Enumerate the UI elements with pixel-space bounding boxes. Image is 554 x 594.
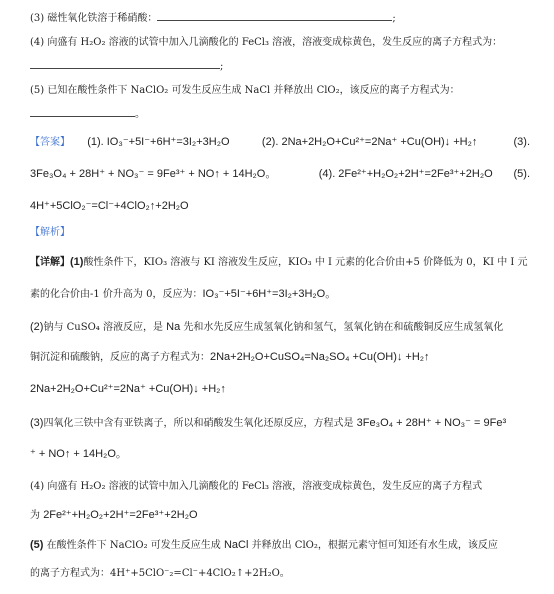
detail-1-equation: IO₃⁻+5I⁻+6H⁺=3I₂+3H₂O。 xyxy=(202,288,337,300)
answer-1: (1). IO₃⁻+5I⁻+6H⁺=3I₂+3H₂O xyxy=(87,136,230,148)
detail-paragraph-2 xyxy=(30,320,530,335)
detail-paragraph-3-cont xyxy=(30,447,530,462)
detail-paragraph-1-cont xyxy=(30,287,530,302)
question-3 xyxy=(30,10,530,26)
detail-paragraph-5-cont xyxy=(30,567,530,581)
question-4-text: (4) 向盛有 H₂O₂ 溶液的试管中加入几滴酸化的 FeCl₃ 溶液，溶液变成棕黄色，发生反应的离子方程式为： xyxy=(30,37,503,48)
detail-3-equation: 3Fe₃O₄ + 28H⁺ + NO₃⁻ = 9Fe³ xyxy=(356,417,507,429)
detail-4-equation: 2Fe²⁺+H₂O₂+2H⁺=2Fe³⁺+2H₂O xyxy=(43,509,198,521)
answer-tag: 【答案】 xyxy=(30,137,70,148)
detail-2-na: Na xyxy=(166,321,181,333)
analysis-header xyxy=(30,226,530,240)
detail-5-cont: 的离子方程式为：4H⁺+5ClO⁻₂=Cl⁻+4ClO₂↑+2H₂O。 xyxy=(30,568,290,579)
answer-blank xyxy=(30,106,135,117)
question-4-end: ; xyxy=(220,61,224,72)
detail-paragraph-3 xyxy=(30,416,530,431)
answer-blank xyxy=(157,10,392,21)
detail-1-text: 酸性条件下，KIO₃ 溶液与 KI 溶液发生反应，KIO₃ 中 I 元素的化合价由+5 价降低为 0，KI 中 I 元 xyxy=(83,257,528,268)
question-4-blank-line xyxy=(30,58,530,74)
detail-2-equation-1: 2Na+2H₂O+CuSO₄=Na₂SO₄ +Cu(OH)↓ +H₂↑ xyxy=(210,351,430,363)
detail-2-lead: (2) xyxy=(30,321,44,333)
detail-2-text-b: 先和水先反应生成氢氧化钠和氢气，氢氧化钠在和硫酸铜反应生成氢氧化 xyxy=(183,322,504,333)
answer-5-label: (5). xyxy=(513,168,530,180)
question-5-end: 。 xyxy=(135,109,145,120)
question-5-text: (5) 已知在酸性条件下 NaClO₂ 可发生反应生成 NaCl 并释放出 ClO₂，该反应的离子方程式为： xyxy=(30,85,460,96)
answer-line-2 xyxy=(30,167,530,182)
question-5-blank-line xyxy=(30,106,530,122)
detail-5-text-a: 在酸性条件下 NaClO₂ 可发生反应生成 xyxy=(46,540,221,551)
question-3-text: (3) 磁性氧化铁溶于稀硝酸： xyxy=(30,13,158,24)
detail-3-lead: (3) xyxy=(30,417,44,429)
answer-5: 4H⁺+5ClO₂⁻=Cl⁻+4ClO₂↑+2H₂O xyxy=(30,200,189,212)
answer-line-3 xyxy=(30,199,530,214)
detail-1-lead: (1) xyxy=(70,256,84,268)
detail-1-cont: 素的化合价由-1 价升高为 0，反应为： xyxy=(30,289,203,300)
detail-2-text-a: 钠与 CuSO₄ 溶液反应，是 xyxy=(43,322,163,333)
detail-5-lead: (5) xyxy=(30,539,44,551)
answer-3: 3Fe₃O₄ + 28H⁺ + NO₃⁻ = 9Fe³⁺ + NO↑ + 14H₂O。 xyxy=(30,168,277,180)
detail-5-text-b: 并释放出 ClO₂，根据元素守恒可知还有水生成，该反应 xyxy=(251,540,498,551)
detail-2-cont: 铜沉淀和硫酸钠，反应的离子方程式为： xyxy=(30,352,210,363)
answer-3-label: (3). xyxy=(513,136,530,148)
detail-5-nacl: NaCl xyxy=(223,539,249,551)
detail-tag: 【详解】 xyxy=(30,257,70,268)
detail-paragraph-4-cont xyxy=(30,508,530,523)
detail-4-cont: 为 xyxy=(30,510,40,521)
detail-paragraph-2-cont xyxy=(30,350,530,365)
question-4 xyxy=(30,36,530,50)
analysis-tag: 【解析】 xyxy=(30,227,70,238)
question-5 xyxy=(30,84,530,98)
detail-paragraph-2-eq xyxy=(30,382,530,397)
detail-paragraph-4 xyxy=(30,480,530,494)
detail-3-text: 四氧化三铁中含有亚铁离子，所以和硝酸发生氧化还原反应，方程式是 xyxy=(43,418,354,429)
detail-2-equation-2: 2Na+2H₂O+Cu²⁺=2Na⁺ +Cu(OH)↓ +H₂↑ xyxy=(30,383,226,395)
answer-2: (2). 2Na+2H₂O+Cu²⁺=2Na⁺ +Cu(OH)↓ +H₂↑ xyxy=(261,136,478,148)
answer-blank xyxy=(30,58,220,69)
question-3-end: ; xyxy=(392,13,396,24)
detail-paragraph-5 xyxy=(30,538,530,553)
detail-4-text: (4) 向盛有 H₂O₂ 溶液的试管中加入几滴酸化的 FeCl₃ 溶液，溶液变成棕黄色，发生反应的离子方程式 xyxy=(30,481,483,492)
detail-3-cont: ⁺ + NO↑ + 14H₂O。 xyxy=(30,448,127,460)
detail-paragraph-1 xyxy=(30,255,530,270)
answer-line-1 xyxy=(30,135,530,150)
answer-4: (4). 2Fe²⁺+H₂O₂+2H⁺=2Fe³⁺+2H₂O xyxy=(318,168,493,180)
